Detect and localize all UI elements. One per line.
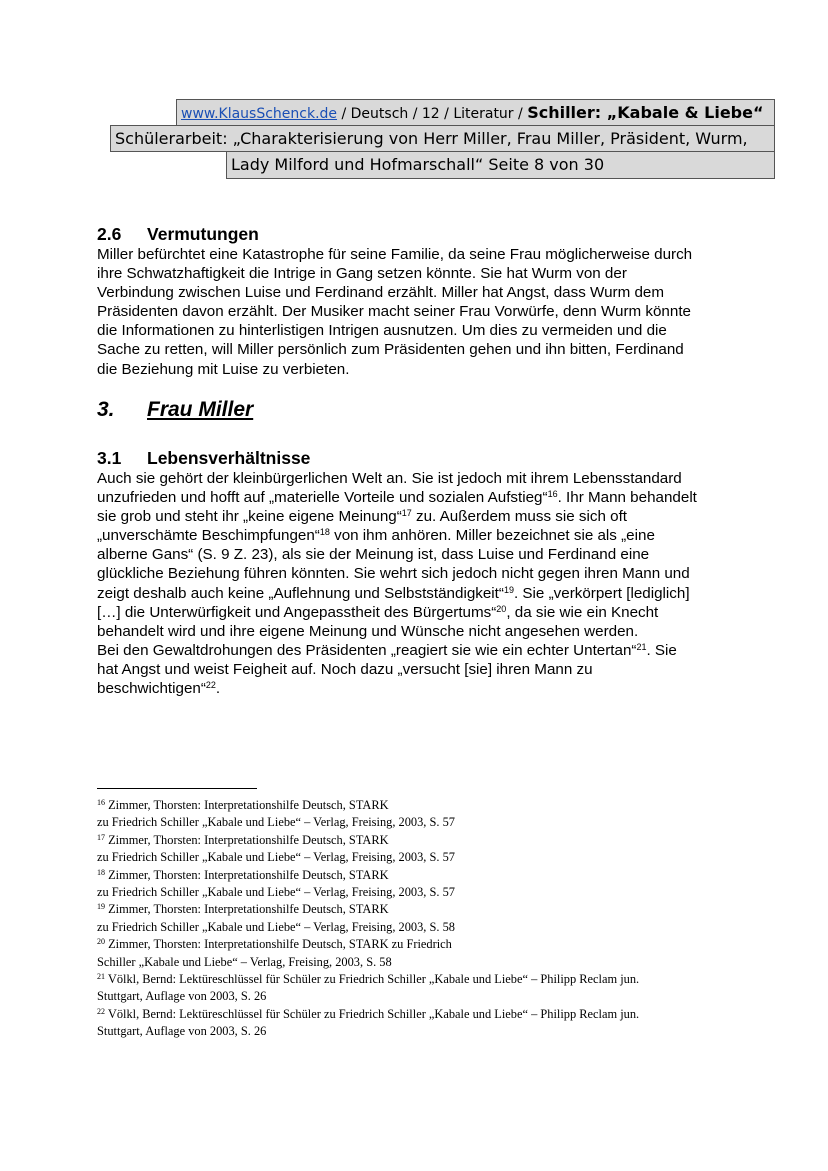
footnote-text: Zimmer, Thorsten: Interpretationshilfe Deutsch, STARK [105, 798, 389, 812]
section-2-6-heading [97, 224, 259, 245]
line-text-continued: . Sie [646, 641, 677, 659]
footnote-line [97, 954, 777, 971]
footnote-line [97, 936, 777, 953]
footnote-number: 21 [97, 972, 105, 982]
section-2-6-paragraph [97, 245, 747, 379]
line-text: sie grob und steht ihr „keine eigene Meinung“ [97, 508, 402, 526]
header-subtitle-2: Lady Milford und Hofmarschall“ Seite 8 von 30 [231, 155, 605, 174]
footnote-line [97, 1006, 777, 1023]
paragraph-line [97, 622, 747, 641]
footnote-number: 20 [97, 937, 105, 947]
footnote-text: Schiller „Kabale und Liebe“ – Verlag, Freising, 2003, S. 58 [97, 954, 392, 969]
section-3-1-heading [97, 448, 310, 469]
footnote-ref[interactable]: 17 [401, 508, 412, 519]
section-title: Lebensverhältnisse [147, 448, 311, 468]
footnote-number: 17 [97, 832, 105, 842]
paragraph-line: Miller befürchtet eine Katastrophe für seine Familie, da seine Frau möglicherweise durch [97, 246, 693, 263]
paragraph-line: die Informationen zu hinterlistigen Intrigen ausnutzen. Um dies zu vermeiden und die [97, 322, 667, 340]
section-number: 3.1 [97, 448, 122, 468]
line-text: Bei den Gewaltdrohungen des Präsidenten „reagiert sie wie ein echter Untertan“ [97, 641, 637, 659]
paragraph-line [97, 603, 747, 622]
footnote-number: 16 [97, 798, 105, 807]
footnote-text: zu Friedrich Schiller „Kabale und Liebe“ – Verlag, Freising, 2003, S. 57 [97, 815, 455, 830]
footnote-line [97, 901, 777, 918]
footnote-text: Völkl, Bernd: Lektüreschlüssel für Schüler zu Friedrich Schiller „Kabale und Liebe“ – Philipp Reclam jun. [105, 1006, 640, 1021]
header-line-3 [226, 151, 775, 179]
line-text: zeigt deshalb auch keine „Auflehnung und Selbstständigkeit“ [97, 584, 504, 602]
footnote-text: zu Friedrich Schiller „Kabale und Liebe“ – Verlag, Freising, 2003, S. 57 [97, 850, 455, 865]
footnote-line [97, 1023, 777, 1040]
paragraph-line [97, 469, 747, 488]
line-text: glückliche Beziehung führen könnten. Sie wehrt sich jedoch nicht gegen ihren Mann und [97, 565, 690, 583]
footnote-line [97, 884, 777, 901]
paragraph-line: die Beziehung mit Luise zu verbieten. [97, 360, 350, 378]
line-text: alberne Gans“ (S. 9 Z. 23), als sie der Meinung ist, dass Luise und Ferdinand eine [97, 546, 650, 564]
paragraph-line [97, 488, 747, 507]
line-text: beschwichtigen“ [97, 680, 206, 698]
footnote-line [97, 867, 777, 884]
footnote-ref[interactable]: 16 [547, 489, 558, 500]
line-text: unzufrieden und hofft auf „materielle Vorteile und sozialen Aufstieg“ [97, 489, 548, 507]
line-text: behandelt wird und ihre eigene Meinung und Wünsche nicht angesehen werden. [97, 622, 639, 640]
line-text-continued: . Ihr Mann behandelt [557, 489, 697, 507]
footnote-line [97, 849, 777, 866]
footnote-separator [97, 788, 257, 789]
paragraph-line [97, 641, 747, 660]
footnote-line [97, 971, 777, 988]
footnote-ref[interactable]: 18 [319, 527, 330, 538]
footnote-line [97, 797, 777, 814]
site-link[interactable]: www.KlausSchenck.de [181, 106, 338, 122]
footnote-ref[interactable]: 22 [205, 680, 216, 691]
section-title: Vermutungen [147, 224, 259, 244]
header-line-2 [110, 125, 775, 152]
footnote-ref[interactable]: 19 [503, 584, 514, 595]
section-3-1-paragraph [97, 469, 747, 698]
paragraph-line [97, 660, 747, 679]
footnote-ref[interactable]: 20 [496, 603, 507, 614]
paragraph-line [97, 545, 747, 564]
section-title: Frau Miller [147, 398, 254, 421]
footnote-text: Zimmer, Thorsten: Interpretationshilfe Deutsch, STARK [105, 832, 389, 847]
footnote-text: Völkl, Bernd: Lektüreschlüssel für Schüler zu Friedrich Schiller „Kabale und Liebe“ – Philipp Reclam jun. [105, 972, 640, 987]
footnote-text: Zimmer, Thorsten: Interpretationshilfe Deutsch, STARK [105, 902, 389, 917]
paragraph-line [97, 507, 747, 526]
paragraph-line: ihre Schwatzhaftigkeit die Intrige in Gang setzen könnte. Sie hat Wurm von der [97, 265, 627, 283]
line-text-continued: . [215, 680, 221, 698]
footnote-text: zu Friedrich Schiller „Kabale und Liebe“ – Verlag, Freising, 2003, S. 57 [97, 885, 455, 900]
line-text-continued: . Sie „verkörpert [lediglich] [513, 584, 690, 602]
header-title: Schiller: „Kabale & Liebe“ [527, 103, 764, 122]
paragraph-line: Sache zu retten, will Miller persönlich zum Präsidenten gehen und ihn bitten, Ferdinand [97, 341, 684, 359]
footnote-text: Stuttgart, Auflage von 2003, S. 26 [97, 989, 267, 1004]
paragraph-line [97, 679, 747, 698]
paragraph-line: Präsidenten davon erzählt. Der Musiker macht seiner Frau Vorwürfe, denn Wurm könnte [97, 303, 691, 321]
footnote-text: Zimmer, Thorsten: Interpretationshilfe Deutsch, STARK [105, 867, 389, 882]
paragraph-line: Verbindung zwischen Luise und Ferdinand erzählt. Miller hat Angst, dass Wurm dem [97, 284, 665, 302]
header-subtitle-1: Schülerarbeit: „Charakterisierung von Herr Miller, Frau Miller, Präsident, Wurm, [115, 129, 748, 148]
paragraph-line [97, 584, 747, 603]
line-text-continued: von ihm anhören. Miller bezeichnet sie als „eine [329, 527, 655, 545]
footnote-line [97, 814, 777, 831]
paragraph-line [97, 526, 747, 545]
line-text: „unverschämte Beschimpfungen“ [97, 527, 320, 545]
footnote-line [97, 832, 777, 849]
footnote-ref[interactable]: 21 [636, 641, 647, 652]
section-3-heading [97, 398, 253, 422]
section-number: 2.6 [97, 224, 122, 244]
line-text-continued: , da sie wie ein Knecht [506, 603, 659, 621]
header-line-1 [176, 99, 775, 126]
line-text: hat Angst und weist Feigheit auf. Noch dazu „versucht [sie] ihren Mann zu [97, 660, 593, 678]
paragraph-line [97, 564, 747, 583]
footnote-text: Stuttgart, Auflage von 2003, S. 26 [97, 1024, 267, 1039]
line-text: […] die Unterwürfigkeit und Angepasstheit des Bürgertums“ [97, 603, 497, 621]
footnote-number: 19 [97, 902, 105, 912]
footnote-line [97, 919, 777, 936]
footnote-text: zu Friedrich Schiller „Kabale und Liebe“ – Verlag, Freising, 2003, S. 58 [97, 919, 455, 934]
line-text-continued: zu. Außerdem muss sie sich oft [411, 508, 628, 526]
section-number: 3. [97, 398, 115, 421]
footnote-line [97, 988, 777, 1005]
footnote-number: 18 [97, 867, 105, 877]
footnotes [97, 797, 777, 1041]
footnote-text: Zimmer, Thorsten: Interpretationshilfe Deutsch, STARK zu Friedrich [105, 937, 452, 952]
footnote-number: 22 [97, 1006, 105, 1016]
header-path: / Deutsch / 12 / Literatur / [337, 106, 528, 122]
line-text: Auch sie gehört der kleinbürgerlichen Welt an. Sie ist jedoch mit ihrem Lebensstandard [97, 470, 682, 487]
